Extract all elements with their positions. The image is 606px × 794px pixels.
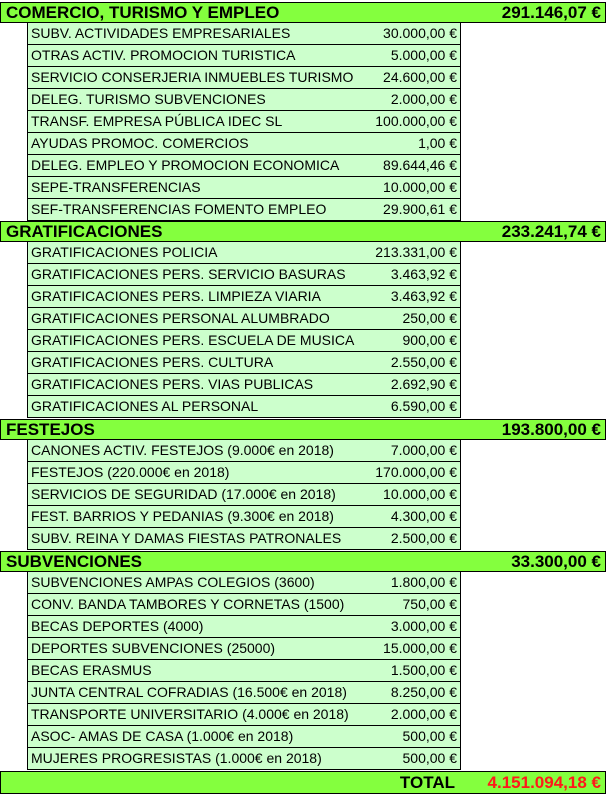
row-label: GRATIFICACIONES POLICIA: [31, 244, 218, 260]
table-row: [27, 23, 461, 45]
section-items: [0, 242, 606, 418]
section-title: SUBVENCIONES: [6, 552, 143, 571]
section-total: 291.146,07 €: [501, 3, 601, 22]
table-row: [27, 616, 461, 638]
row-label: SERVICIOS DE SEGURIDAD (17.000€ en 2018): [31, 486, 336, 502]
table-row: [27, 242, 461, 264]
table-row: [27, 286, 461, 308]
row-amount: 250,00 €: [402, 310, 457, 326]
table-row: [27, 133, 461, 155]
row-amount: 10.000,00 €: [383, 486, 457, 502]
table-row: [27, 330, 461, 352]
row-amount: 10.000,00 €: [383, 179, 457, 195]
row-label: OTRAS ACTIV. PROMOCION TURISTICA: [31, 47, 296, 63]
section-total: 233.241,74 €: [501, 222, 601, 241]
row-amount: 170.000,00 €: [375, 464, 457, 480]
row-label: SERVICIO CONSERJERIA INMUEBLES TURISMO: [31, 69, 354, 85]
table-row: [27, 682, 461, 704]
row-label: BECAS DEPORTES (4000): [31, 618, 204, 634]
section-comercio-turismo-empleo: [0, 2, 606, 221]
table-row: [27, 704, 461, 726]
row-label: GRATIFICACIONES PERS. ESCUELA DE MUSICA: [31, 332, 355, 348]
row-label: DEPORTES SUBVENCIONES (25000): [31, 640, 276, 656]
row-amount: 30.000,00 €: [383, 25, 457, 41]
row-label: AYUDAS PROMOC. COMERCIOS: [31, 135, 249, 151]
row-amount: 1,00 €: [418, 135, 457, 151]
row-label: CANONES ACTIV. FESTEJOS (9.000€ en 2018): [31, 442, 334, 458]
row-label: SUBVENCIONES AMPAS COLEGIOS (3600): [31, 574, 315, 590]
section-header: [0, 419, 606, 440]
section-header: [0, 221, 606, 242]
table-row: [27, 528, 461, 550]
row-amount: 5.000,00 €: [390, 47, 457, 63]
row-label: BECAS ERASMUS: [31, 662, 152, 678]
row-label: SUBV. REINA Y DAMAS FIESTAS PATRONALES: [31, 530, 342, 546]
table-row: [27, 264, 461, 286]
row-label: GRATIFICACIONES PERS. LIMPIEZA VIARIA: [31, 288, 321, 304]
row-label: GRATIFICACIONES AL PERSONAL: [31, 398, 259, 414]
table-row: [27, 199, 461, 221]
row-amount: 2.500,00 €: [390, 530, 457, 546]
section-items: [0, 572, 606, 770]
row-amount: 500,00 €: [402, 750, 457, 766]
table-row: [27, 660, 461, 682]
row-amount: 7.000,00 €: [390, 442, 457, 458]
table-row: [27, 748, 461, 770]
section-total: 193.800,00 €: [501, 420, 601, 439]
table-row: [27, 594, 461, 616]
section-header: [0, 2, 606, 23]
row-amount: 2.692,90 €: [390, 376, 457, 392]
row-label: FEST. BARRIOS Y PEDANIAS (9.300€ en 2018): [31, 508, 334, 524]
table-row: [27, 67, 461, 89]
grand-total-value: 4.151.094,18 €: [487, 773, 601, 792]
table-row: [27, 462, 461, 484]
row-label: TRANSPORTE UNIVERSITARIO (4.000€ en 2018): [31, 706, 349, 722]
section-header: [0, 551, 606, 572]
table-row: [27, 374, 461, 396]
row-amount: 8.250,00 €: [390, 684, 457, 700]
row-amount: 2.000,00 €: [390, 91, 457, 107]
section-gratificaciones: [0, 221, 606, 418]
row-amount: 89.644,46 €: [383, 157, 457, 173]
row-label: GRATIFICACIONES PERS. VIAS PUBLICAS: [31, 376, 314, 392]
row-amount: 3.463,92 €: [390, 288, 457, 304]
row-label: DELEG. EMPLEO Y PROMOCION ECONOMICA: [31, 157, 340, 173]
row-amount: 24.600,00 €: [383, 69, 457, 85]
row-label: GRATIFICACIONES PERS. SERVICIO BASURAS: [31, 266, 346, 282]
table-row: [27, 45, 461, 67]
row-label: SEPE-TRANSFERENCIAS: [31, 179, 201, 195]
section-items: [0, 23, 606, 221]
row-amount: 29.900,61 €: [383, 201, 457, 217]
row-amount: 2.550,00 €: [390, 354, 457, 370]
row-amount: 2.000,00 €: [390, 706, 457, 722]
row-label: TRANSF. EMPRESA PÚBLICA IDEC SL: [31, 113, 283, 129]
section-subvenciones: [0, 551, 606, 770]
row-amount: 900,00 €: [402, 332, 457, 348]
section-total: 33.300,00 €: [511, 552, 601, 571]
row-label: GRATIFICACIONES PERS. CULTURA: [31, 354, 274, 370]
section-title: FESTEJOS: [6, 420, 95, 439]
table-row: [27, 177, 461, 199]
table-row: [27, 308, 461, 330]
row-label: SEF-TRANSFERENCIAS FOMENTO EMPLEO: [31, 201, 327, 217]
row-amount: 3.463,92 €: [390, 266, 457, 282]
table-row: [27, 506, 461, 528]
row-amount: 15.000,00 €: [383, 640, 457, 656]
table-row: [27, 572, 461, 594]
row-amount: 500,00 €: [402, 728, 457, 744]
row-label: MUJERES PROGRESISTAS (1.000€ en 2018): [31, 750, 322, 766]
table-row: [27, 440, 461, 462]
table-row: [27, 638, 461, 660]
row-amount: 750,00 €: [402, 596, 457, 612]
table-row: [27, 352, 461, 374]
row-label: GRATIFICACIONES PERSONAL ALUMBRADO: [31, 310, 330, 326]
row-amount: 1.500,00 €: [390, 662, 457, 678]
row-amount: 4.300,00 €: [390, 508, 457, 524]
section-items: [0, 440, 606, 550]
row-label: FESTEJOS (220.000€ en 2018): [31, 464, 230, 480]
row-amount: 100.000,00 €: [375, 113, 457, 129]
row-amount: 3.000,00 €: [390, 618, 457, 634]
table-row: [27, 155, 461, 177]
table-row: [27, 396, 461, 418]
grand-total-row: [0, 771, 606, 794]
row-label: ASOC- AMAS DE CASA (1.000€ en 2018): [31, 728, 294, 744]
row-label: JUNTA CENTRAL COFRADIAS (16.500€ en 2018): [31, 684, 347, 700]
grand-total-label: TOTAL: [399, 773, 455, 792]
table-row: [27, 484, 461, 506]
row-label: DELEG. TURISMO SUBVENCIONES: [31, 91, 266, 107]
row-label: SUBV. ACTIVIDADES EMPRESARIALES: [31, 25, 291, 41]
table-row: [27, 89, 461, 111]
section-title: GRATIFICACIONES: [6, 222, 163, 241]
table-row: [27, 111, 461, 133]
row-label: CONV. BANDA TAMBORES Y CORNETAS (1500): [31, 596, 345, 612]
row-amount: 1.800,00 €: [390, 574, 457, 590]
section-title: COMERCIO, TURISMO Y EMPLEO: [6, 3, 280, 22]
row-amount: 213.331,00 €: [375, 244, 457, 260]
table-row: [27, 726, 461, 748]
row-amount: 6.590,00 €: [390, 398, 457, 414]
section-festejos: [0, 419, 606, 550]
